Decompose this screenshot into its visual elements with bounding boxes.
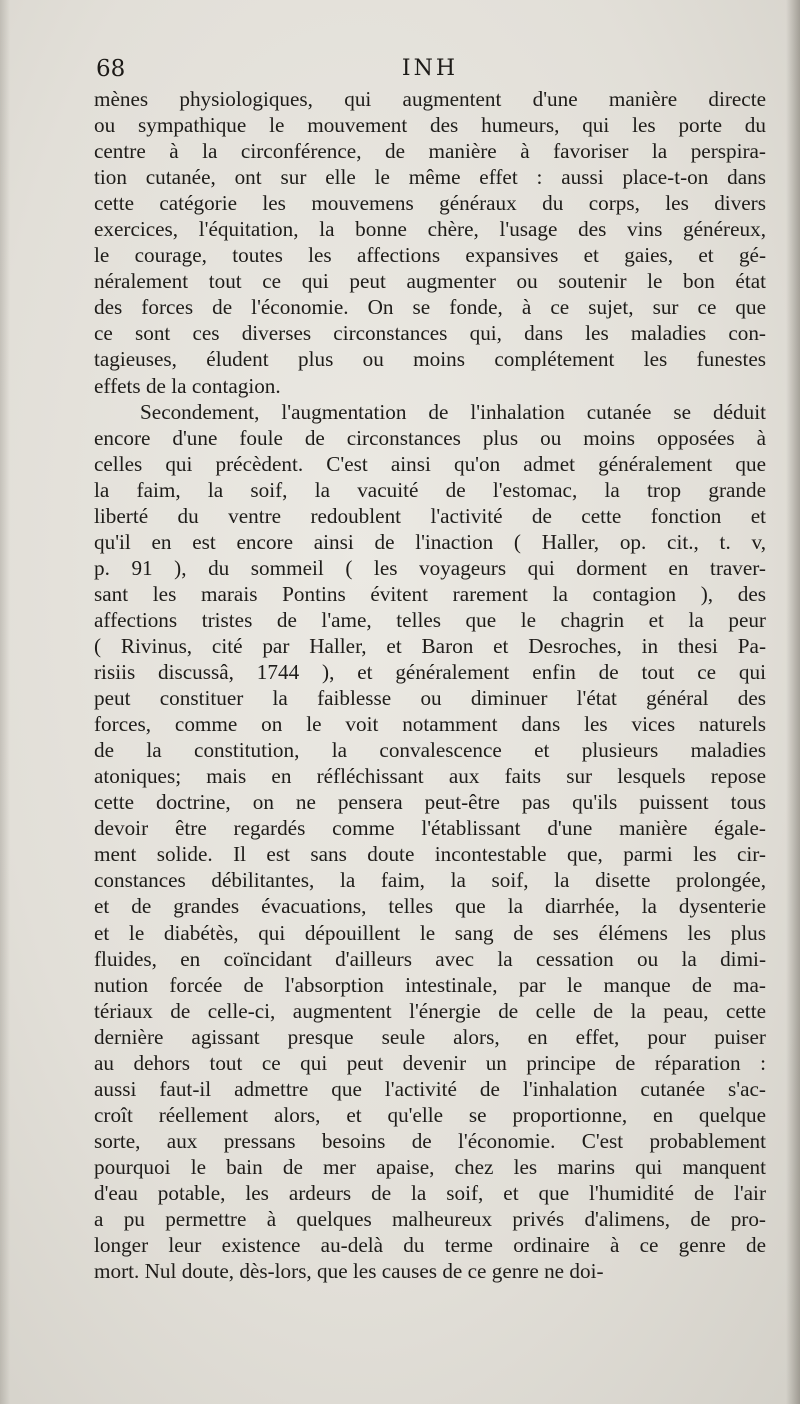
text-line: ment solide. Il est sans doute incontestable que, parmi les cir- <box>94 842 766 867</box>
text-line: exercices, l'équitation, la bonne chère, l'usage des vins généreux, <box>94 217 766 242</box>
running-head: INH <box>401 56 459 81</box>
text-line: tion cutanée, ont sur elle le même effet : aussi place-t-on dans <box>94 165 766 190</box>
text-line: d'eau potable, les ardeurs de la soif, et que l'humidité de l'air <box>94 1180 766 1205</box>
text-line: la faim, la soif, la vacuité de l'estomac, la trop grande <box>94 477 766 502</box>
text-line: atoniques; mais en réfléchissant aux faits sur lesquels repose <box>94 764 766 789</box>
text-line: centre à la circonférence, de manière à favoriser la perspira- <box>94 139 766 164</box>
text-line: pourquoi le bain de mer apaise, chez les marins qui manquent <box>94 1154 766 1179</box>
text-line: qu'il en est encore ainsi de l'inaction ( Haller, op. cit., t. v, <box>94 529 766 554</box>
page-left-shadow <box>0 0 10 1404</box>
text-line: Secondement, l'augmentation de l'inhalation cutanée se déduit <box>140 399 766 424</box>
text-line: néralement tout ce qui peut augmenter ou soutenir le bon état <box>94 269 766 294</box>
text-line: ou sympathique le mouvement des humeurs, qui les porte du <box>94 113 766 138</box>
text-line: ce sont ces diverses circonstances qui, dans les maladies con- <box>94 321 766 346</box>
text-line: cette doctrine, on ne pensera peut-être pas qu'ils puissent tous <box>94 790 766 815</box>
text-line: devoir être regardés comme l'établissant d'une manière égale- <box>94 816 766 841</box>
paragraph <box>94 86 766 399</box>
text-line: encore d'une foule de circonstances plus ou moins opposées à <box>94 425 766 450</box>
page-header <box>96 56 764 88</box>
text-line: le courage, toutes les affections expansives et gaies, et gé- <box>94 243 766 268</box>
text-line: sorte, aux pressans besoins de l'économie. C'est probablement <box>94 1128 766 1153</box>
text-line: a pu permettre à quelques malheureux privés d'alimens, de pro- <box>94 1207 766 1232</box>
text-line: sant les marais Pontins évitent rarement la contagion ), des <box>94 581 766 606</box>
text-line: dernière agissant presque seule alors, en effet, pour puiser <box>94 1024 766 1049</box>
text-line: tagieuses, éludent plus ou moins complétement les funestes <box>94 347 766 372</box>
text-line: et le diabétès, qui dépouillent le sang de ses élémens les plus <box>94 920 766 945</box>
text-line: mènes physiologiques, qui augmentent d'une manière directe <box>94 87 766 111</box>
text-line: p. 91 ), du sommeil ( les voyageurs qui dorment en traver- <box>94 555 766 580</box>
text-line: croît réellement alors, et qu'elle se proportionne, en quelque <box>94 1102 766 1127</box>
text-line: et de grandes évacuations, telles que la diarrhée, la dysenterie <box>94 894 766 919</box>
text-line: tériaux de celle-ci, augmentent l'énergie de celle de la peau, cette <box>94 998 766 1023</box>
text-line: cette catégorie les mouvemens généraux du corps, les divers <box>94 191 766 216</box>
text-line: des forces de l'économie. On se fonde, à ce sujet, sur ce que <box>94 295 766 320</box>
text-line: aussi faut-il admettre que l'activité de l'inhalation cutanée s'ac- <box>94 1076 766 1101</box>
text-line: forces, comme on le voit notamment dans les vices naturels <box>94 712 766 737</box>
text-line: ( Rivinus, cité par Haller, et Baron et Desroches, in thesi Pa- <box>94 633 766 658</box>
page-right-shadow <box>786 0 800 1404</box>
text-line: liberté du ventre redoublent l'activité de cette fonction et <box>94 503 766 528</box>
text-line: au dehors tout ce qui peut devenir un principe de réparation : <box>94 1050 766 1075</box>
text-line: mort. Nul doute, dès-lors, que les causes de ce genre ne doi- <box>94 1259 604 1284</box>
text-line: affections tristes de l'ame, telles que le chagrin et la peur <box>94 607 766 632</box>
text-line: de la constitution, la convalescence et plusieurs maladies <box>94 738 766 763</box>
paragraph <box>94 399 766 1285</box>
text-line: effets de la contagion. <box>94 373 281 398</box>
page-number: 68 <box>96 56 126 82</box>
body-text <box>94 86 766 1284</box>
text-line: risiis discussâ, 1744 ), et généralement enfin de tout ce qui <box>94 660 766 685</box>
text-line: nution forcée de l'absorption intestinale, par le manque de ma- <box>94 972 766 997</box>
text-line: peut constituer la faiblesse ou diminuer l'état général des <box>94 686 766 711</box>
text-line: longer leur existence au-delà du terme ordinaire à ce genre de <box>94 1233 766 1258</box>
text-line: celles qui précèdent. C'est ainsi qu'on admet généralement que <box>94 451 766 476</box>
text-line: constances débilitantes, la faim, la soif, la disette prolongée, <box>94 868 766 893</box>
text-line: fluides, en coïncidant d'ailleurs avec la cessation ou la dimi- <box>94 946 766 971</box>
